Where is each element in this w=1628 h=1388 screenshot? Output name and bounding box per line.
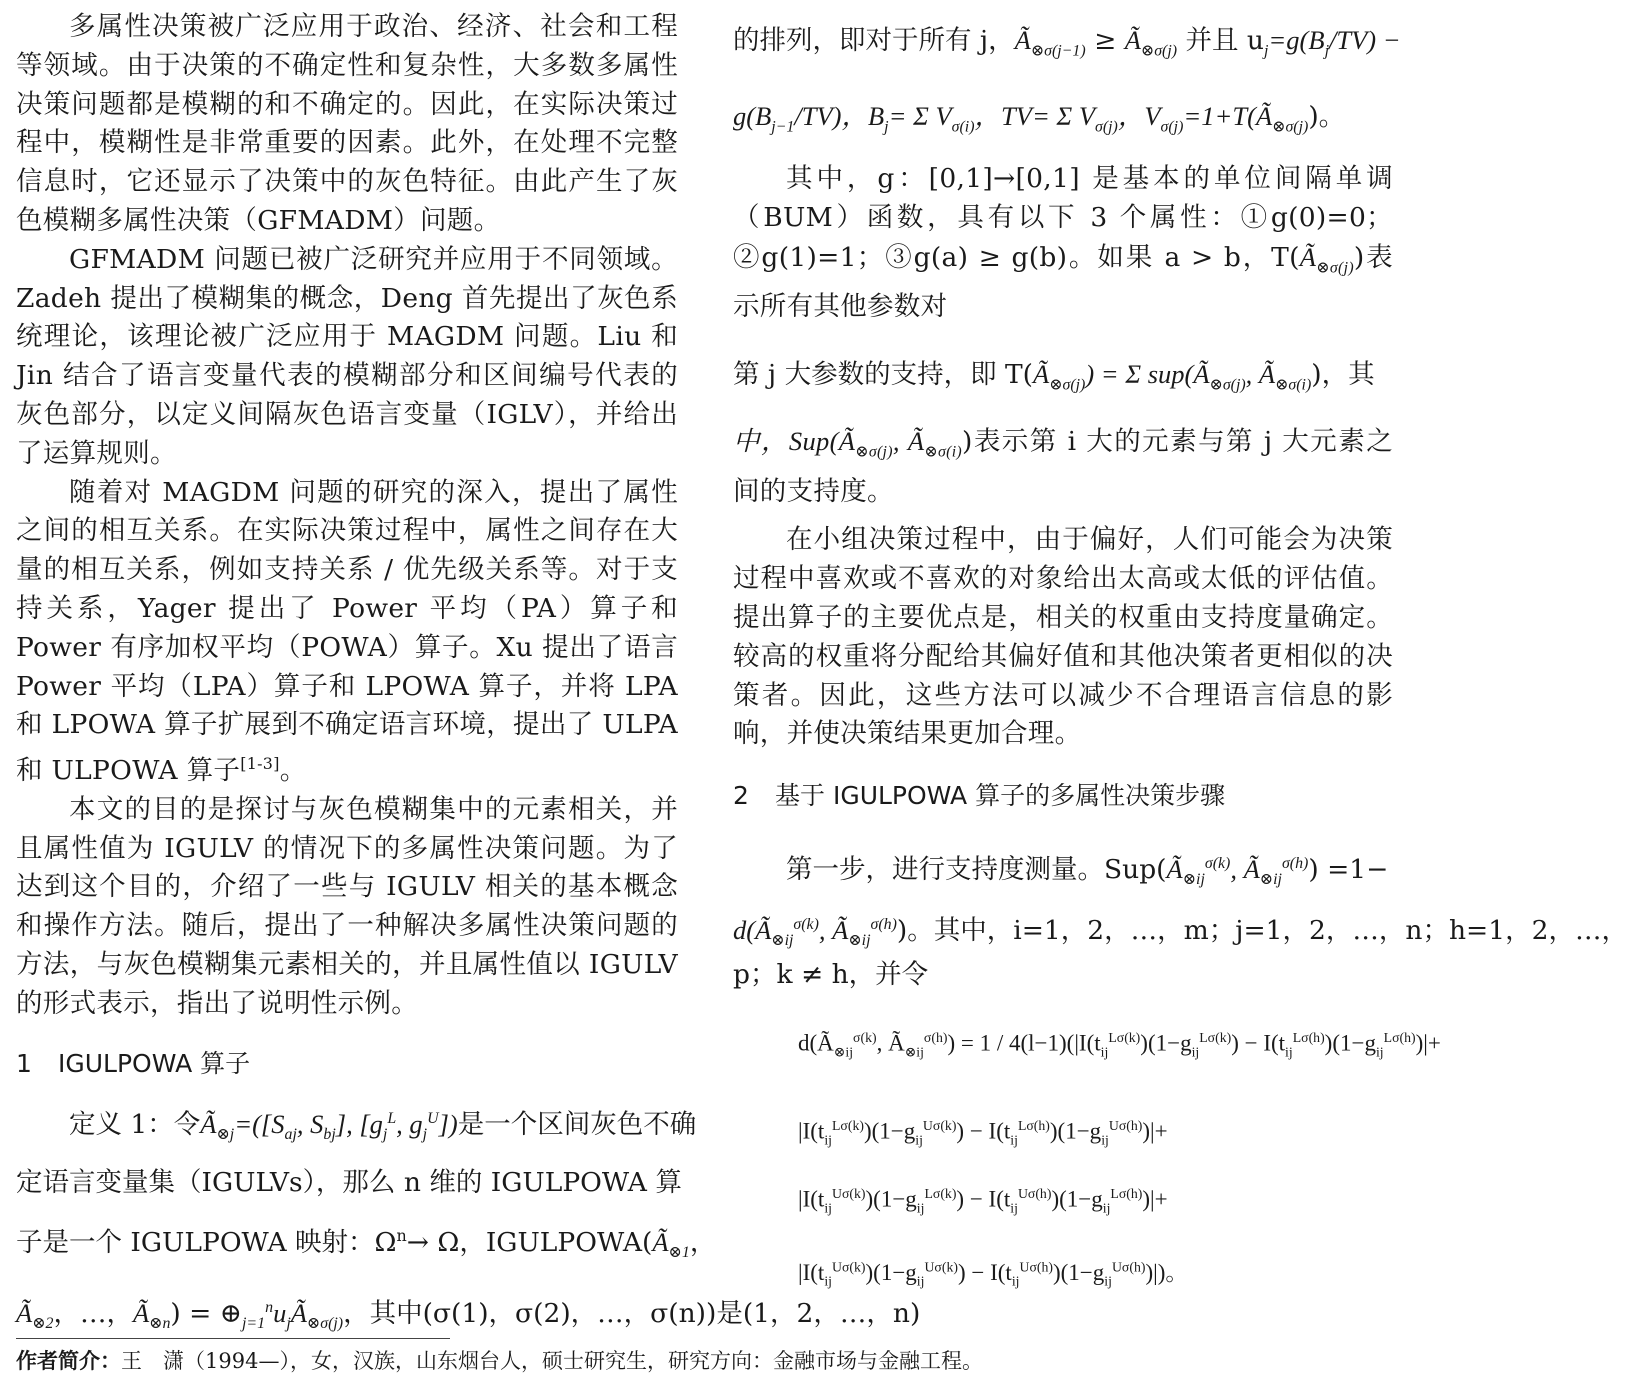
section-1-title: IGULPOWA 算子: [58, 1048, 251, 1078]
permutation-line-2: $g(B_{j-1}/TV)$，$B_j= \Sigma$ $V_{\sigma(i)}$，TV= Σ $V_{\sigma(j)}$，$V_{\sigma(j)}=1+T(Ã_{\otimes\sigma(j)})$。: [733, 101, 1346, 136]
paragraph-magdm: [16, 474, 678, 791]
permutation-line-1: 的排列，即对于所有 j，$Ã_{\otimes\sigma(j-1)}$ ≥ $Ã_{\otimes\sigma(j)}$ 并且 $u_j=g(B_j/TV)$ −: [733, 25, 1401, 60]
paragraph-gfmadm: GFMADM 问题已被广泛研究并应用于不同领域。Zadeh 提出了模糊集的概念，Deng 首先提出了灰色系统理论，该理论被广泛应用于 MAGDM 问题。Liu 和 Jin 结合了语言变量代表的模糊部分和区间编号代表的灰色部分，以定义间隔灰色语言变量（IGLV），并给出了运算规则。: [16, 243, 678, 469]
paragraph-bum: 其中，g：[0,1]→[0,1] 是基本的单位间隔单调（BUM）函数，具有以下 3 个属性：①g(0)=0；②g(1)=1；③g(a) ≥ g(b)。如果 a > b，$T(Ã_{\otimes\sigma(j)})$表示所有其他参数对: [733, 163, 1393, 322]
definition-line-2: 定语言变量集（IGULVs），那么 n 维的 IGULPOWA 算: [16, 1167, 682, 1199]
section-2-number: 2: [733, 781, 749, 811]
section-1-heading: [16, 1044, 678, 1084]
right-column: [733, 8, 1628, 995]
step-1-line-2: $d(Ã_{\otimes ij}^{\sigma(k)}$, $Ã_{\otimes ij}^{\sigma(h)}$)。其中，i=1，2，…，m；j=1，2，…，n；h=1，2，…，: [733, 914, 1628, 950]
author-footnote-label: 作者简介：: [16, 1349, 121, 1373]
step-1-line-3: p；k ≠ h，并令: [733, 959, 929, 991]
definition-line-4: $Ã_{\otimes 2}$，…，$Ã_{\otimes n}$) = $\oplus_{j=1}^nu_jÃ_{\otimes\sigma(j)}$，其中(σ(1)，σ(2)，…，σ(n))是(1，2，…，n): [16, 1298, 921, 1333]
fraction: 1 / 4(l−1): [979, 1030, 1067, 1056]
section-2-title: 基于 IGULPOWA 算子的多属性决策步骤: [775, 781, 1226, 811]
paragraph-sup: 中，$Sup(Ã_{\otimes\sigma(j)}$, $Ã_{\otimes\sigma(i)}$)表示第 i 大的元素与第 j 大元素之间的支持度。: [733, 426, 1393, 507]
paragraph-magdm-end: 。: [279, 754, 307, 786]
paragraph-purpose: 本文的目的是探讨与灰色模糊集中的元素相关，并且属性值为 IGULV 的情况下的多属性决策问题。为了达到这个目的，介绍了一些与 IGULV 相关的基本概念和操作方法。随后，提出了一种解决多属性决策问题的方法，与灰色模糊集元素相关的，并且属性值以 IGULV 的形式表示，指出了说明性示例。: [16, 793, 678, 1019]
definition-line-1: 定义 1：令$Ã_{\otimes j}=([S_{aj}$, $S_{bj}$], [$g_j^L$, $g_j^U$])是一个区间灰色不确: [69, 1108, 697, 1143]
author-footnote-text: 王 潇（1994—），女，汉族，山东烟台人，硕士研究生，研究方向：金融市场与金融工程。: [121, 1349, 983, 1373]
distance-formula-line-4: $|I(t_{ij}^{U\sigma(k)})(1-g_{ij}^{U\sigma(k)}) - I(t_{ij}^{U\sigma(h)})(1-g_{ij}^{U\sigma(h)})|$)。: [798, 1259, 1189, 1289]
distance-formula-line-3: $|I(t_{ij}^{U\sigma(k)})(1-g_{ij}^{L\sigma(k)}) - I(t_{ij}^{U\sigma(h)})(1-g_{ij}^{L\sigma(h)})|+$: [798, 1186, 1168, 1216]
section-2-heading: [733, 776, 1393, 816]
paragraph-intro: 多属性决策被广泛应用于政治、经济、社会和工程等领域。由于决策的不确定性和复杂性，大多数多属性决策问题都是模糊的和不确定的。因此，在实际决策过程中，模糊性是非常重要的因素。此外，在处理不完整信息时，它还显示了决策中的灰色特征。由此产生了灰色模糊多属性决策（GFMADM）问题。: [16, 11, 678, 236]
author-footnote: [16, 1346, 983, 1376]
support-definition-line: 第 j 大参数的支持，即 $T(Ã_{\otimes\sigma(j)}) = \Sigma$ $sup(Ã_{\otimes\sigma(j)}$, $Ã_{\otimes\sigma(i)}$)，其: [733, 359, 1375, 394]
distance-formula-line-2: $|I(t_{ij}^{L\sigma(k)})(1-g_{ij}^{U\sigma(k)}) - I(t_{ij}^{L\sigma(h)})(1-g_{ij}^{U\sigma(h)})|+$: [798, 1118, 1168, 1148]
section-1-number: 1: [16, 1048, 32, 1078]
distance-formula-line-1: $d(Ã_{\otimes ij}^{\sigma(k)}$, $Ã_{\otimes ij}^{\sigma(h)}) = 1 / 4(l-1)(|I(t_{ij}^{L\sigma(k)})(1-g_{ij}^{L\sigma(k)}) - I(t_{ij}^{L\sigma(h)})(1-g_{ij}^{L\sigma(h)})|+$: [798, 1030, 1441, 1060]
definition-line-3: 子是一个 IGULPOWA 映射：$\Omega^n\to \Omega$，$IGULPOWA(Ã_{\otimes 1}$，: [16, 1226, 717, 1262]
citation-ref: [1-3]: [240, 754, 280, 774]
footnote-rule: [16, 1338, 450, 1339]
step-1-line-1: 第一步，进行支持度测量。$Sup(Ã_{\otimes ij}^{\sigma(k)}$, $Ã_{\otimes ij}^{\sigma(h)}) =1-$: [786, 853, 1389, 889]
paragraph-magdm-text: 随着对 MAGDM 问题的研究的深入，提出了属性之间的相互关系。在实际决策过程中，属性之间存在大量的相互关系，例如支持关系 / 优先级关系等。对于支持关系，Yager 提出了 Power 平均（PA）算子和 Power 有序加权平均（POWA）算子。Xu 提出了语言 Power 平均（LPA）算子和 LPOWA 算子，并将 LPA 和 LPOWA 算子扩展到不确定语言环境，提出了 ULPA 和 ULPOWA 算子: [16, 476, 678, 786]
paragraph-group-decision: 在小组决策过程中，由于偏好，人们可能会为决策过程中喜欢或不喜欢的对象给出太高或太低的评估值。提出算子的主要优点是，相关的权重由支持度量确定。较高的权重将分配给其偏好值和其他决策者更相似的决策者。因此，这些方法可以减少不合理语言信息的影响，并使决策结果更加合理。: [733, 524, 1393, 750]
